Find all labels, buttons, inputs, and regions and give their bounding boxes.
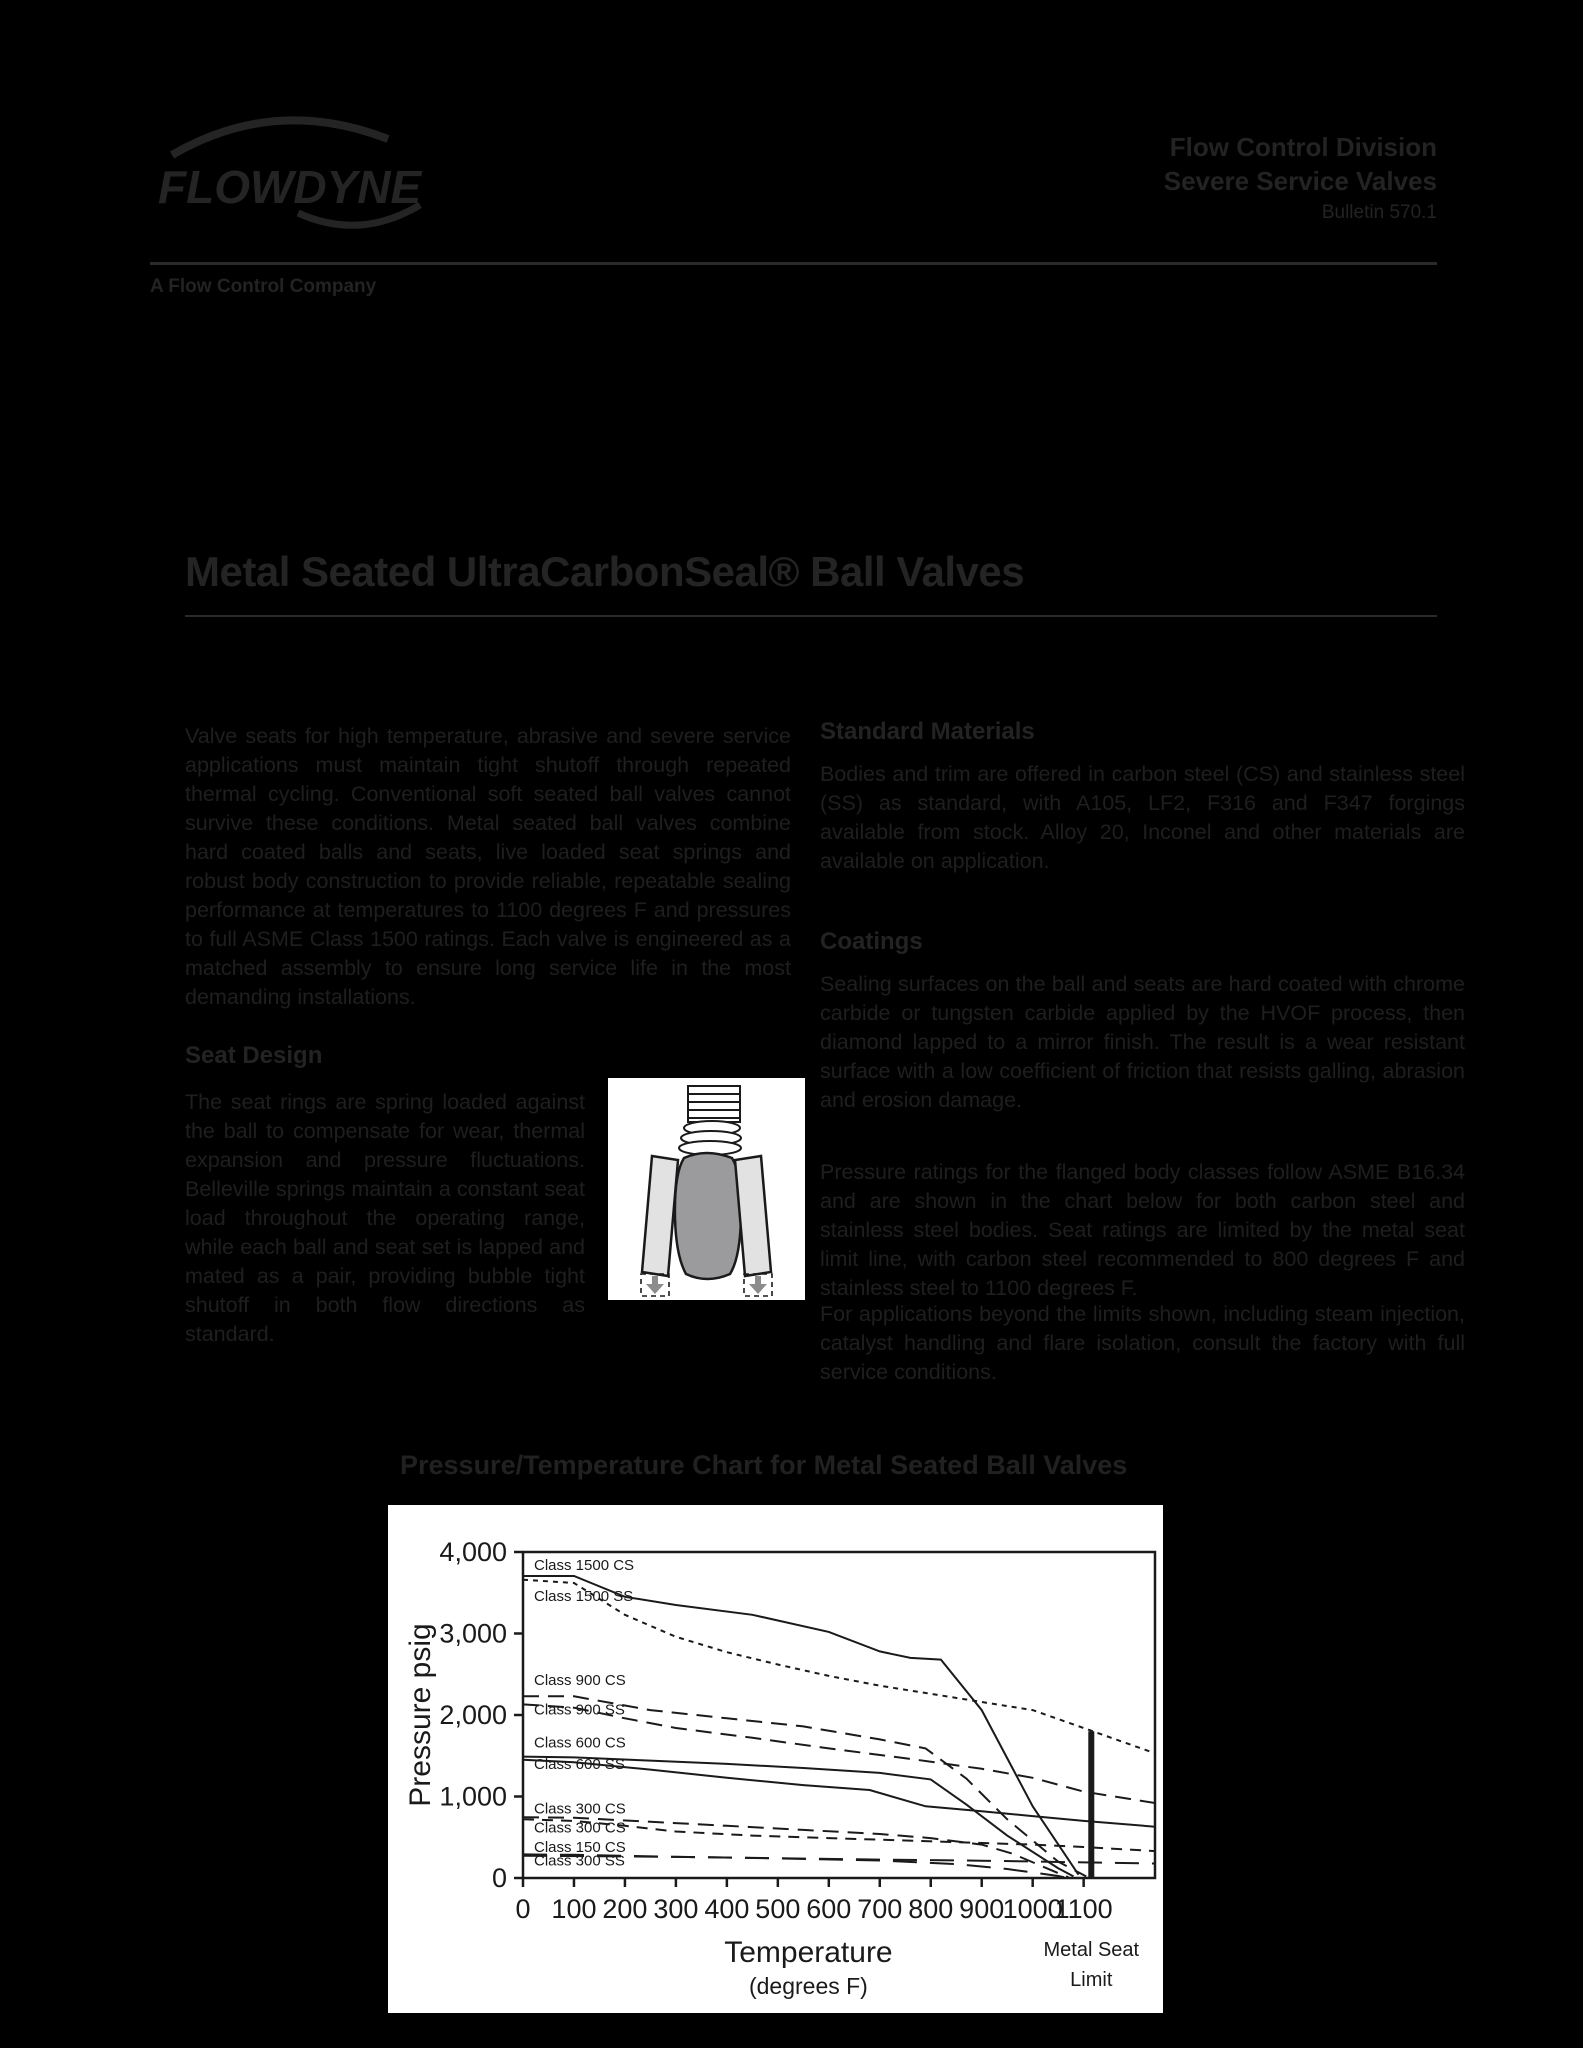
curve-label: Class 150 CS	[534, 1839, 626, 1857]
curve-label: Class 1500 CS	[534, 1557, 635, 1575]
logo-swoosh-graphic	[150, 103, 440, 238]
x-tick-label: 700	[857, 1894, 903, 1924]
curve-label: Class 900 CS	[534, 1671, 626, 1689]
curve-label: Class 600 SS	[534, 1755, 625, 1773]
materials-paragraph: Bodies and trim are offered in carbon steel (CS) and stainless steel (SS) as standard, with A105, LF2, F316 and F347 forgings available from stock. Alloy 20, Inconel and other materials are available on application.	[820, 762, 1465, 873]
x-tick-label: 200	[602, 1894, 648, 1924]
curve-label: Class 300 CS	[534, 1819, 626, 1837]
x-tick-label: 900	[959, 1894, 1005, 1924]
x-axis-label: Temperature	[724, 1936, 893, 1969]
page-title: Metal Seated UltraCarbonSeal® Ball Valves	[185, 548, 1025, 595]
curve-label: Class 300 CS	[534, 1800, 626, 1818]
y-tick-label: 0	[491, 1863, 507, 1893]
header-divider	[150, 262, 1437, 265]
x-tick-label: 400	[704, 1894, 750, 1924]
seat-design-heading: Seat Design	[185, 1042, 323, 1069]
logo-tagline: A Flow Control Company	[150, 276, 377, 297]
x-axis-sublabel: (degrees F)	[748, 1973, 868, 1999]
bulletin-block	[1037, 130, 1437, 228]
x-tick-label: 500	[755, 1894, 801, 1924]
coatings-paragraph: Sealing surfaces on the ball and seats are hard coated with chrome carbide or tungsten carbide applied by the HVOF process, then diamond lapped to a mirror finish. The result is a wear resistant surface with a low coefficient of friction that resists galling, abrasion and erosion damage.	[820, 972, 1465, 1112]
y-tick-label: 2,000	[439, 1700, 507, 1730]
ratings-paragraph: Pressure ratings for the flanged body classes follow ASME B16.34 and are shown in the chart below for both carbon steel and stainless steel bodies. Seat ratings are limited by the metal seat limit line, with carbon steel recommended to 800 degrees F and stainless steel to 1100 degrees F.	[820, 1160, 1465, 1300]
logo-wordmark: FLOWDYNE	[158, 161, 422, 213]
curve-label: Class 900 SS	[534, 1701, 625, 1719]
down-arrow-icon	[646, 1276, 664, 1294]
valve-ball	[675, 1153, 741, 1279]
y-tick-label: 4,000	[439, 1537, 507, 1567]
seat-cross-section-drawing	[608, 1078, 805, 1300]
spring-stem-icon	[688, 1086, 740, 1122]
metal-seat-limit-label: Limit	[1070, 1969, 1113, 1991]
x-tick-label: 100	[551, 1894, 597, 1924]
coatings-heading: Coatings	[820, 928, 923, 955]
seat-illustration	[608, 1078, 805, 1300]
series-class-1500-ss	[523, 1580, 1155, 1754]
company-logo	[150, 103, 440, 238]
x-tick-label: 1100	[1054, 1894, 1113, 1924]
materials-heading: Standard Materials	[820, 718, 1035, 745]
consult-paragraph: For applications beyond the limits shown, including steam injection, catalyst handling and flare isolation, consult the factory with full service conditions.	[820, 1302, 1465, 1384]
x-tick-label: 1000	[1002, 1894, 1063, 1924]
seat-design-paragraph: The seat rings are spring loaded against the ball to compensate for wear, thermal expansion and pressure fluctuations. Belleville springs maintain a constant seat load throughout the operating range, while each ball and seat set is lapped and mated as a pair, providing bubble tight shutoff in both flow directions as standard.	[185, 1090, 585, 1346]
left-seat-ring	[642, 1156, 678, 1276]
x-tick-label: 800	[908, 1894, 954, 1924]
x-tick-label: 0	[515, 1894, 531, 1924]
chart-canvas	[388, 1505, 1163, 2013]
x-tick-label: 300	[653, 1894, 699, 1924]
chart-heading: Pressure/Temperature Chart for Metal Seated Ball Valves	[400, 1450, 1128, 1480]
y-tick-label: 3,000	[439, 1618, 507, 1649]
y-axis-label: Pressure psig	[404, 1623, 437, 1807]
curve-label: Class 300 SS	[534, 1852, 625, 1870]
right-seat-ring	[735, 1156, 771, 1276]
bulletin-line-2: Severe Service Valves	[1163, 166, 1437, 196]
pressure-temperature-chart	[388, 1505, 1163, 2013]
bulletin-line-1: Flow Control Division	[1169, 132, 1437, 162]
x-tick-label: 600	[806, 1894, 852, 1924]
curve-label: Class 1500 SS	[534, 1588, 634, 1606]
y-tick-label: 1,000	[439, 1781, 507, 1812]
curve-label: Class 600 CS	[534, 1734, 626, 1752]
bulletin-line-3: Bulletin 570.1	[1321, 202, 1437, 223]
metal-seat-limit-label: Metal Seat	[1043, 1939, 1140, 1961]
intro-paragraph: Valve seats for high temperature, abrasive and severe service applications must maintain tight shutoff through repeated thermal cycling. Conventional soft seated ball valves cannot survive these conditions. Metal seated ball valves combine hard coated balls and seats, live loaded seat springs and robust body construction to provide reliable, repeatable sealing performance at temperatures to 1100 degrees F and pressures to full ASME Class 1500 ratings. Each valve is engineered as a matched assembly to ensure long service life in the most demanding installations.	[185, 724, 791, 1009]
down-arrow-icon	[749, 1276, 767, 1294]
title-divider	[185, 615, 1437, 617]
coil-spring-icon	[679, 1121, 741, 1155]
